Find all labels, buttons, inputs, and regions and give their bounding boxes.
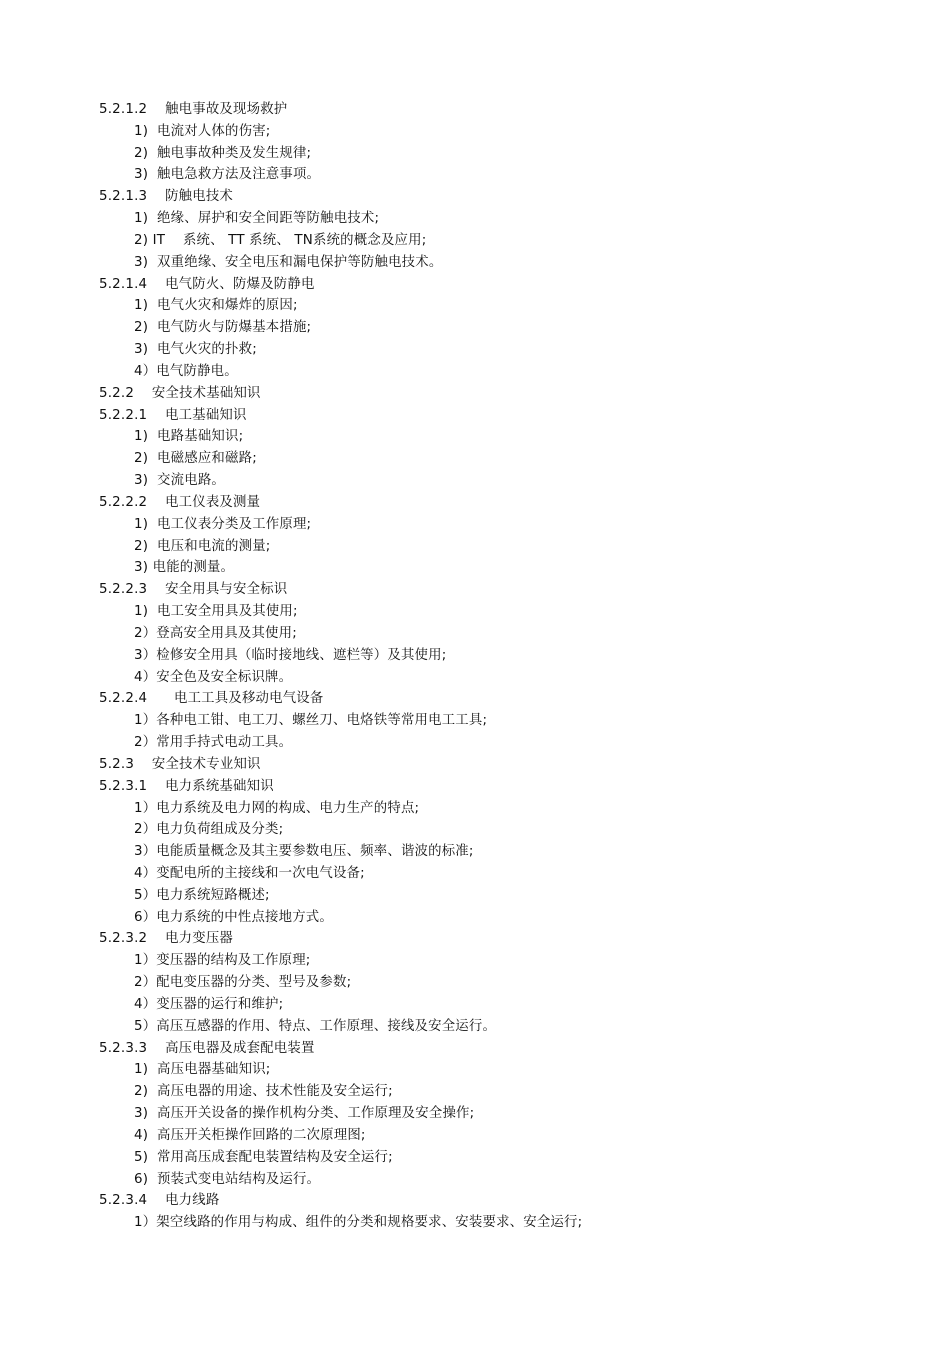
- list-item: 2) 电压和电流的测量;: [134, 538, 271, 554]
- section-heading: 5.2.3 安全技术专业知识: [99, 756, 261, 772]
- list-item: 1) 电流对人体的伤害;: [134, 123, 271, 139]
- list-item: 5）高压互感器的作用、特点、工作原理、接线及安全运行。: [134, 1018, 497, 1034]
- document-body: [99, 99, 879, 1234]
- list-item: 6) 预装式变电站结构及运行。: [134, 1171, 321, 1187]
- section-heading: 5.2.3.3 高压电器及成套配电装置: [99, 1040, 315, 1056]
- list-item: 2) 高压电器的用途、技术性能及安全运行;: [134, 1084, 393, 1100]
- list-item: 3) 电能的测量。: [134, 560, 235, 576]
- list-item: 4) 高压开关柜操作回路的二次原理图;: [134, 1127, 366, 1143]
- section-heading: 5.2.2.4 电工工具及移动电气设备: [99, 691, 324, 707]
- list-item: 5) 常用高压成套配电装置结构及安全运行;: [134, 1149, 393, 1165]
- list-item: 2）常用手持式电动工具。: [134, 735, 293, 751]
- list-item: 2) 触电事故种类及发生规律;: [134, 145, 312, 161]
- list-item: 1) 电路基础知识;: [134, 429, 244, 445]
- list-item: 4）安全色及安全标识牌。: [134, 669, 293, 685]
- list-item: 1）变压器的结构及工作原理;: [134, 953, 311, 969]
- section-heading: 5.2.2.2 电工仪表及测量: [99, 494, 261, 510]
- section-heading: 5.2.2.3 安全用具与安全标识: [99, 582, 288, 598]
- section-heading: 5.2.1.4 电气防火、防爆及防静电: [99, 276, 315, 292]
- list-item: 3) 触电急救方法及注意事项。: [134, 167, 321, 183]
- list-item: 1) 高压电器基础知识;: [134, 1062, 271, 1078]
- section-heading: 5.2.1.3 防触电技术: [99, 189, 234, 205]
- section-heading: 5.2.1.2 触电事故及现场救护: [99, 102, 288, 117]
- list-item: 4）变压器的运行和维护;: [134, 996, 284, 1012]
- section-heading: 5.2.3.4 电力线路: [99, 1193, 220, 1209]
- list-item: 2）登高安全用具及其使用;: [134, 625, 297, 641]
- list-item: 1) 电工安全用具及其使用;: [134, 604, 298, 620]
- list-item: 5）电力系统短路概述;: [134, 887, 270, 903]
- list-item: 1）架空线路的作用与构成、组件的分类和规格要求、安装要求、安全运行;: [134, 1215, 583, 1231]
- list-item: 1) 电工仪表分类及工作原理;: [134, 516, 312, 532]
- list-item: 1）各种电工钳、电工刀、螺丝刀、电烙铁等常用电工工具;: [134, 713, 488, 729]
- list-item: 1) 绝缘、屏护和安全间距等防触电技术;: [134, 211, 380, 227]
- list-item: 2）电力负荷组成及分类;: [134, 822, 284, 838]
- list-item: 4）电气防静电。: [134, 363, 238, 379]
- section-heading: 5.2.3.1 电力系统基础知识: [99, 778, 274, 794]
- list-item: 6）电力系统的中性点接地方式。: [134, 909, 333, 925]
- list-item: 2) IT 系统、 TT 系统、 TN系统的概念及应用;: [134, 232, 427, 248]
- section-heading: 5.2.3.2 电力变压器: [99, 931, 234, 947]
- list-item: 4）变配电所的主接线和一次电气设备;: [134, 865, 365, 881]
- list-item: 3) 交流电路。: [134, 473, 226, 489]
- section-heading: 5.2.2 安全技术基础知识: [99, 385, 261, 401]
- list-item: 1) 电气火灾和爆炸的原因;: [134, 298, 298, 314]
- list-item: 3）电能质量概念及其主要参数电压、频率、谐波的标准;: [134, 844, 474, 860]
- section-heading: 5.2.2.1 电工基础知识: [99, 407, 247, 423]
- list-item: 1）电力系统及电力网的构成、电力生产的特点;: [134, 800, 420, 816]
- list-item: 3) 高压开关设备的操作机构分类、工作原理及安全操作;: [134, 1106, 475, 1122]
- list-item: 2）配电变压器的分类、型号及参数;: [134, 975, 352, 991]
- list-item: 3) 双重绝缘、安全电压和漏电保护等防触电技术。: [134, 254, 443, 270]
- list-item: 2) 电气防火与防爆基本措施;: [134, 320, 312, 336]
- list-item: 2) 电磁感应和磁路;: [134, 451, 257, 467]
- list-item: 3）检修安全用具（临时接地线、遮栏等）及其使用;: [134, 647, 447, 663]
- list-item: 3) 电气火灾的扑救;: [134, 342, 257, 358]
